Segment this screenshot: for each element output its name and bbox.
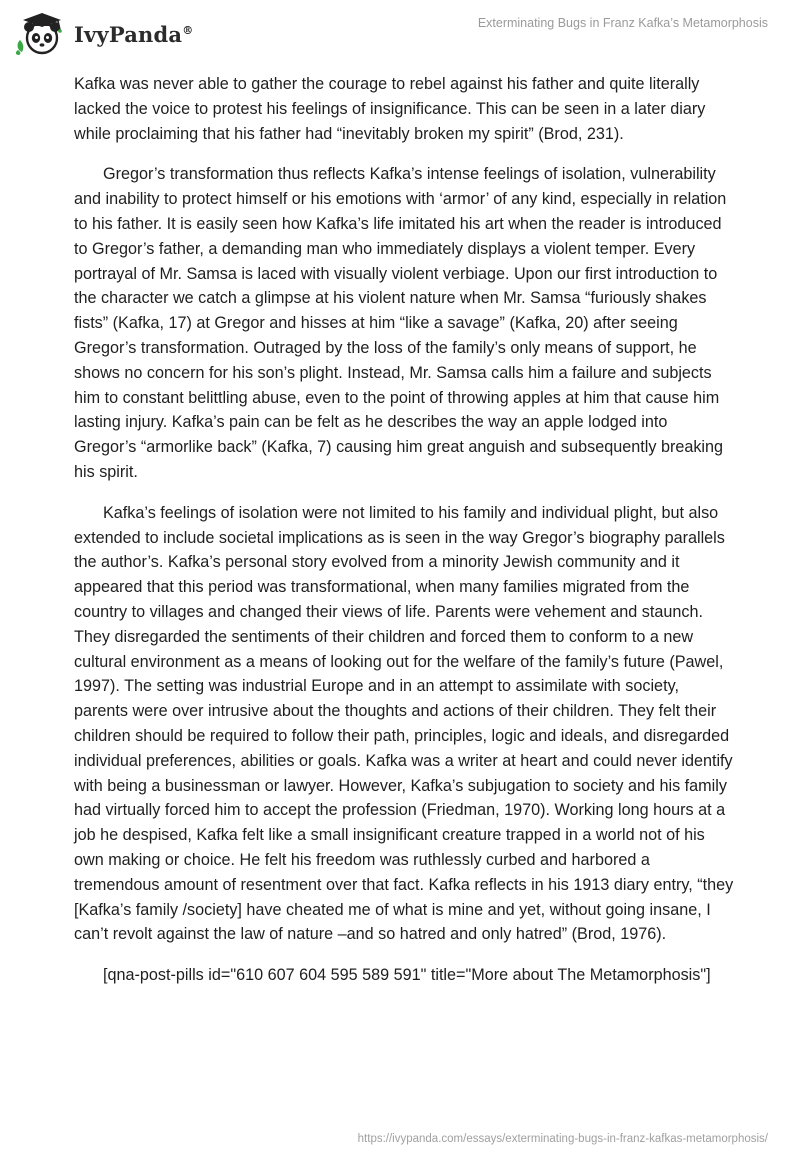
page-header (0, 0, 800, 64)
document-title: Exterminating Bugs in Franz Kafka’s Metamorphosis (477, 16, 768, 30)
source-url[interactable]: https://ivypanda.com/essays/exterminating-bugs-in-franz-kafkas-metamorphosis/ (357, 1133, 768, 1145)
paragraph-continuation: Kafka was never able to gather the courage to rebel against his father and quite literally lacked the voice to protest his feelings of insignificance. This can be seen in a later diary while proclaiming that his father had “inevitably broken my spirit” (Brod, 231). (74, 75, 706, 143)
ivypanda-logo[interactable] (14, 10, 193, 56)
shortcode-text: [qna-post-pills id="610 607 604 595 589 591" title="More about The Metamorphosis"] (103, 966, 711, 985)
brand-name: IvyPanda® (74, 21, 194, 47)
paragraph-societal-isolation: Kafka’s feelings of isolation were not limited to his family and individual plight, but also extended to include societal implications as is seen in the way Gregor’s biography parallels the author’s. Kafka’s personal story evolved from a minority Jewish community and it appeared that this period was transformational, when many families migrated from the country to villages and changed their views of life. Parents were vehement and staunch. They disregarded the sentiments of their children and forced them to conform to a new cultural environment as a means of looking out for the welfare of the family’s future (Pawel, 1997). The setting was industrial Europe and in an attempt to assimilate with society, parents were over intrusive about the thoughts and actions of their children. They felt their children should be required to follow their path, principles, logic and ideals, and disregarded individual preferences, abilities or goals. Kafka was a writer at heart and could never identify with being a businessman or lawyer. However, Kafka’s subjugation to society and his family had virtually forced him to accept the profession (Friedman, 1970). Working long hours at a job he despised, Kafka felt like a small insignificant creature trapped in a world not of his own making or choice. He felt his freedom was ruthlessly curbed and harbored a tremendous amount of resentment over that fact. Kafka reflects in his 1913 diary entry, “they [Kafka’s family /society] have cheated me of what is mine and yet, without going insane, I can’t revolt against the law of nature –and so hatred and only hatred” (Brod, 1976). (74, 503, 734, 944)
panda-graduation-cap-icon (14, 10, 70, 56)
essay-body (74, 72, 734, 1004)
paragraph-gregor-transformation: Gregor’s transformation thus reflects Kafka’s intense feelings of isolation, vulnerability and inability to protect himself or his emotions with ‘armor’ of any kind, especially in relation to his father. It is easily seen how Kafka’s life imitated his art when the reader is introduced to Gregor’s father, a demanding man who immediately displays a violent temper. Every portrayal of Mr. Samsa is laced with visually violent verbiage. Upon our first introduction to the character we catch a glimpse at his violent nature when Mr. Samsa “furiously shakes fists” (Kafka, 17) at Gregor and hisses at him “like a savage” (Kafka, 20) after seeing Gregor’s transformation. Outraged by the loss of the family’s only means of support, he shows no concern for his son’s plight. Instead, Mr. Samsa calls him a failure and subjects him to constant belittling abuse, even to the point of throwing apples at him that cause him lasting injury. Kafka’s pain can be felt as he describes the way an apple lodged into Gregor’s “armorlike back” (Kafka, 7) causing him great anguish and subsequently breaking his spirit. (74, 165, 727, 481)
